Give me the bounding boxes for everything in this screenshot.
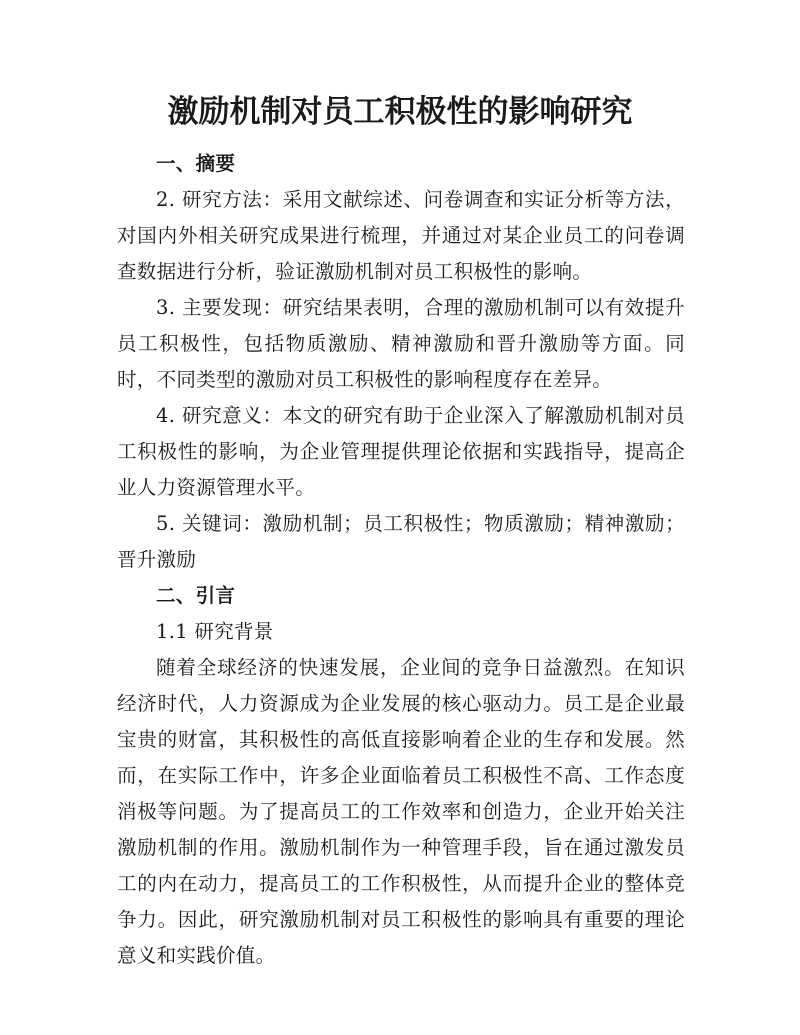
section-heading-abstract: 一、摘要: [156, 152, 236, 175]
document-title: 激励机制对员工积极性的影响研究: [167, 94, 633, 130]
abstract-paragraph-significance: 4. 研究意义：本文的研究有助于企业深入了解激励机制对员工积极性的影响，为企业管理提供理论依据和实践指导，提高企业人力资源管理水平。: [117, 404, 685, 499]
abstract-paragraph-findings: 3. 主要发现：研究结果表明，合理的激励机制可以有效提升员工积极性，包括物质激励、精神激励和晋升激励等方面。同时，不同类型的激励对员工积极性的影响程度存在差异。: [117, 296, 685, 391]
section-heading-introduction: 二、引言: [156, 584, 236, 607]
abstract-paragraph-keywords: 5. 关键词：激励机制；员工积极性；物质激励；精神激励；晋升激励: [117, 512, 685, 571]
background-paragraph: 随着全球经济的快速发展，企业间的竞争日益激烈。在知识经济时代，人力资源成为企业发展的核心驱动力。员工是企业最宝贵的财富，其积极性的高低直接影响着企业的生存和发展。然而，在实际工作中，许多企业面临着员工积极性不高、工作态度消极等问题。为了提高员工的工作效率和创造力，企业开始关注激励机制的作用。激励机制作为一种管理手段，旨在通过激发员工的内在动力，提高员工的工作积极性，从而提升企业的整体竞争力。因此，研究激励机制对员工积极性的影响具有重要的理论意义和实践价值。: [117, 656, 685, 967]
document-body: [117, 146, 685, 974]
subsection-heading-background: 1.1 研究背景: [156, 620, 274, 643]
abstract-paragraph-methods: 2. 研究方法：采用文献综述、问卷调查和实证分析等方法，对国内外相关研究成果进行梳理，并通过对某企业员工的问卷调查数据进行分析，验证激励机制对员工积极性的影响。: [117, 188, 685, 283]
